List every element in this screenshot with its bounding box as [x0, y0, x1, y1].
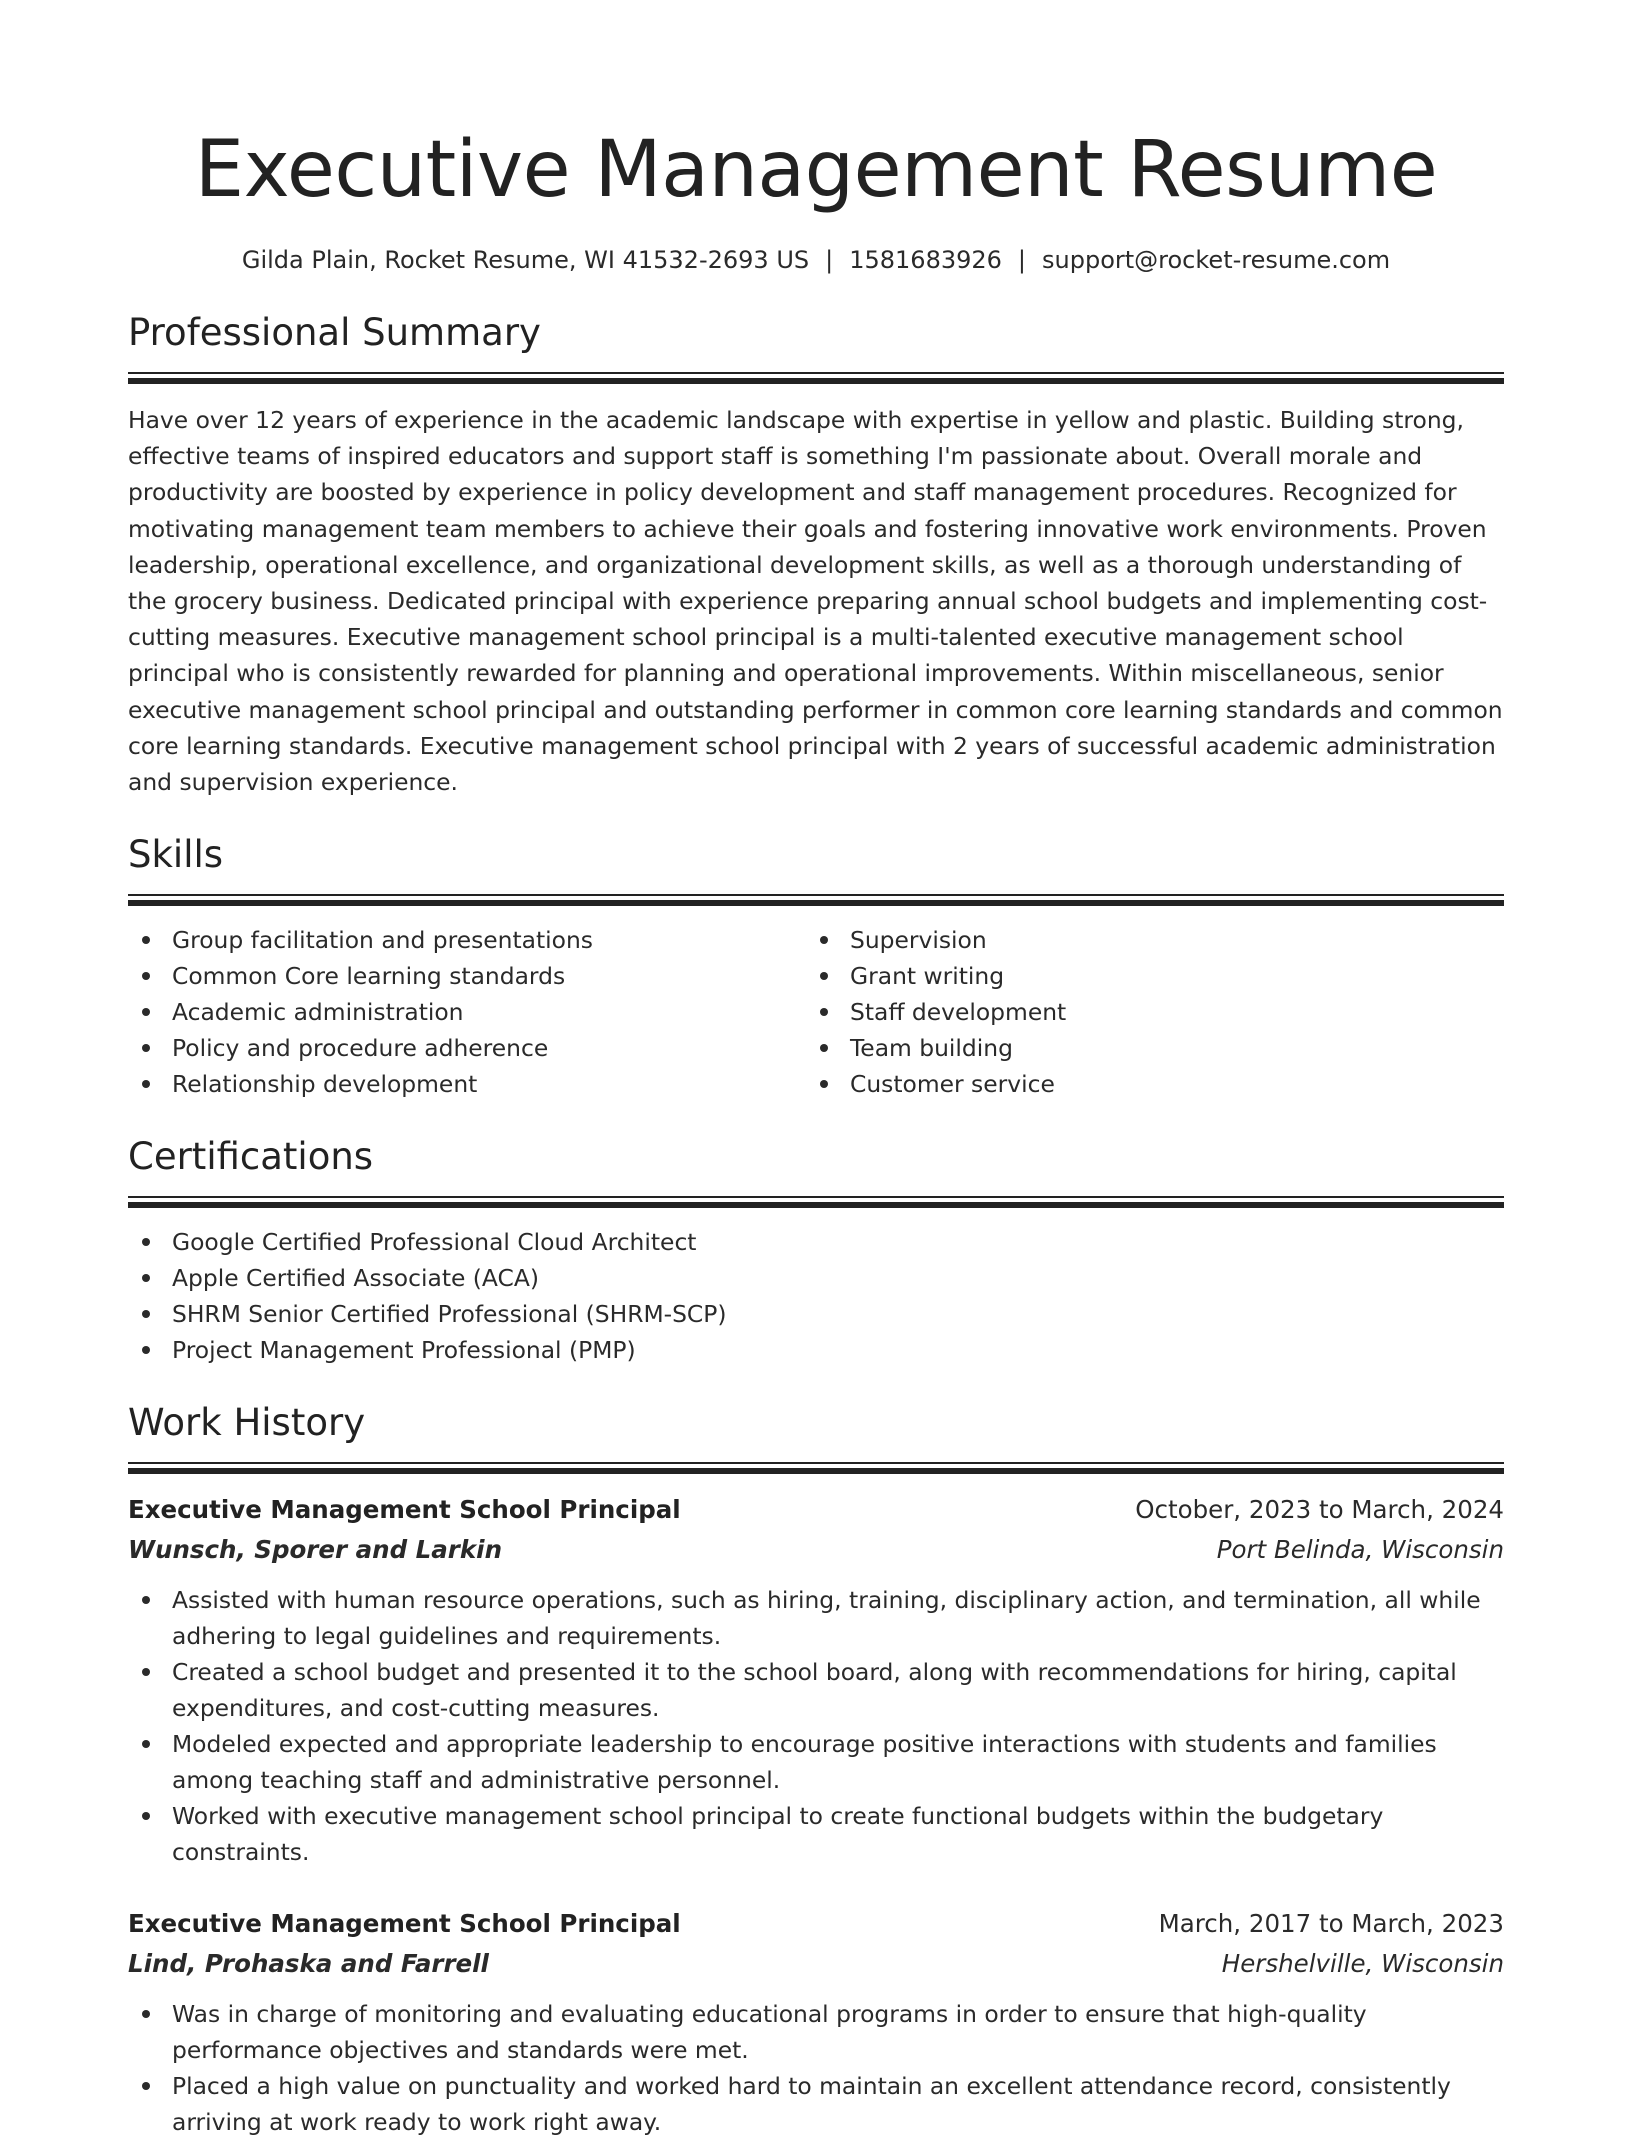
summary-text: Have over 12 years of experience in the academic landscape with expertise in yellow and plastic. Building strong, effective teams of inspired educators and support staff is something I'm passionate about. Overall morale and productivity are boosted by experience in policy development and staff management procedures. Recognized for motivating management team members to achieve their goals and fostering innovative work environments. Proven leadership, operational excellence, and organizational development skills, as well as a thorough understanding of the grocery business. Dedicated principal with experience preparing annual school budgets and implementing cost-cutting measures. Executive management school principal is a multi-talented executive management school principal who is consistently rewarded for planning and operational improvements. Within miscellaneous, senior executive management school principal and outstanding performer in common core learning standards and common core learning standards. Executive management school principal with 2 years of successful academic administration and supervision experience.	[128, 406, 1503, 797]
certification-item: SHRM Senior Certified Professional (SHRM-SCP)	[128, 1296, 1504, 1332]
job-bullet: Assisted with human resource operations, such as hiring, training, disciplinary action, and termination, all while adhering to legal guidelines and requirements.	[128, 1582, 1504, 1654]
section-divider	[128, 1196, 1504, 1208]
skill-item: Group facilitation and presentations	[128, 922, 806, 958]
job-bullet: Placed a high value on punctuality and worked hard to maintain an excellent attendance record, consistently arriving at work ready to work right away.	[128, 2068, 1504, 2140]
skills-list-right	[806, 922, 1484, 1102]
section-divider	[128, 894, 1504, 906]
section-heading-certifications: Certifications	[128, 1135, 374, 1179]
skill-item: Grant writing	[806, 958, 1484, 994]
job-dates: March, 2017 to March, 2023	[1158, 1909, 1504, 1939]
job-title: Executive Management School Principal	[128, 1909, 681, 1939]
contact-separator: |	[1017, 246, 1027, 274]
section-summary	[128, 308, 1504, 800]
job-bullet: Worked with executive management school principal to create functional budgets within the budgetary constraints.	[128, 1798, 1504, 1870]
job-entry	[128, 1904, 1504, 2140]
job-bullets	[128, 1996, 1504, 2140]
certification-item: Project Management Professional (PMP)	[128, 1332, 1504, 1368]
section-heading-skills: Skills	[128, 833, 224, 877]
section-skills	[128, 830, 1504, 1102]
certifications-list	[128, 1224, 1504, 1368]
job-bullet: Created a school budget and presented it to the school board, along with recommendations for hiring, capital expenditures, and cost-cutting measures.	[128, 1654, 1504, 1726]
skills-list-left	[128, 922, 806, 1102]
skills-columns	[128, 922, 1504, 1102]
job-header	[128, 1490, 1504, 1530]
resume-page	[128, 0, 1504, 2140]
section-certifications	[128, 1132, 1504, 1368]
contact-address: Gilda Plain, Rocket Resume, WI 41532-2693 US	[241, 246, 810, 274]
skill-item: Supervision	[806, 922, 1484, 958]
job-entry	[128, 1490, 1504, 1870]
skill-item: Staff development	[806, 994, 1484, 1030]
section-divider	[128, 372, 1504, 384]
contact-email: support@rocket-resume.com	[1042, 246, 1391, 274]
certification-item: Google Certified Professional Cloud Architect	[128, 1224, 1504, 1260]
skill-item: Policy and procedure adherence	[128, 1030, 806, 1066]
contact-phone: 1581683926	[849, 246, 1002, 274]
job-location: Hershelville, Wisconsin	[1221, 1949, 1504, 1979]
section-heading-work-history: Work History	[128, 1401, 366, 1445]
skill-item: Academic administration	[128, 994, 806, 1030]
contact-separator: |	[825, 246, 834, 274]
job-subheader	[128, 1944, 1504, 1984]
section-work-history	[128, 1398, 1504, 2140]
job-company: Lind, Prohaska and Farrell	[128, 1949, 489, 1979]
skill-item: Relationship development	[128, 1066, 806, 1102]
job-bullet: Was in charge of monitoring and evaluating educational programs in order to ensure that high-quality performance objectives and standards were met.	[128, 1996, 1504, 2068]
job-header	[128, 1904, 1504, 1944]
certification-item: Apple Certified Associate (ACA)	[128, 1260, 1504, 1296]
job-location: Port Belinda, Wisconsin	[1216, 1535, 1504, 1565]
skill-item: Common Core learning standards	[128, 958, 806, 994]
job-subheader	[128, 1530, 1504, 1570]
job-bullets	[128, 1582, 1504, 1870]
job-company: Wunsch, Sporer and Larkin	[128, 1535, 503, 1565]
job-bullet: Modeled expected and appropriate leadership to encourage positive interactions with students and families among teaching staff and administrative personnel.	[128, 1726, 1504, 1798]
section-heading-summary: Professional Summary	[128, 311, 541, 354]
job-title: Executive Management School Principal	[128, 1495, 681, 1525]
skill-item: Customer service	[806, 1066, 1484, 1102]
contact-line	[128, 242, 1504, 278]
job-dates: October, 2023 to March, 2024	[1135, 1495, 1504, 1525]
skill-item: Team building	[806, 1030, 1484, 1066]
section-divider	[128, 1462, 1504, 1474]
resume-title: Executive Management Resume	[194, 125, 1438, 215]
